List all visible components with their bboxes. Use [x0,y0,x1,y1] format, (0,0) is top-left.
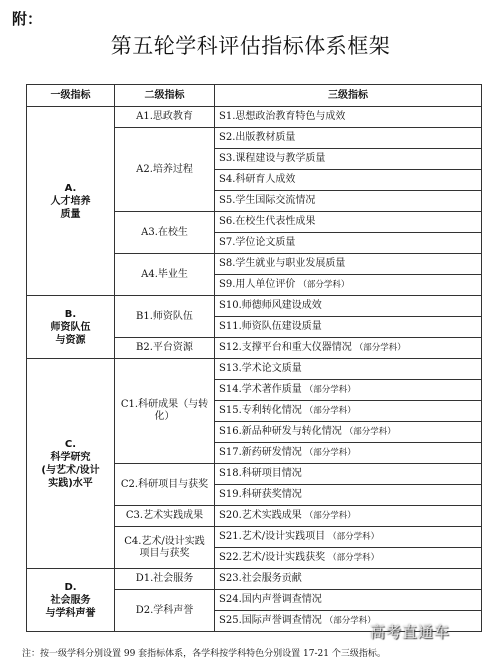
level3-text: S4.科研育人成效 [219,174,296,185]
level1-label-line: (与艺术/设计 [41,464,100,476]
watermark-text: 高考直通车 [370,623,451,641]
partial-discipline-tag: （部分学科） [304,448,356,458]
level2-cell: C2.科研项目与获奖 [115,464,215,506]
level3-cell [215,317,482,338]
level3-text: S22.艺术/设计实践获奖 [219,552,326,563]
partial-discipline-tag: （部分学科） [344,427,396,437]
level3-text: S8.学生就业与职业发展质量 [219,258,346,269]
level3-cell [215,443,482,464]
level2-cell [115,359,215,464]
table-header-row [27,85,482,107]
level3-cell [215,464,482,485]
level3-cell [215,212,482,233]
level3-cell [215,359,482,380]
level2-cell: D1.社会服务 [115,569,215,590]
level3-cell [215,569,482,590]
level1-label-line: 与资源 [55,334,86,346]
level3-text: S21.艺术/设计实践项目 [219,531,326,542]
level3-text: S14.学术著作质量 [219,384,302,395]
level3-text: S25.国际声誉调查情况 [219,615,322,626]
level3-text: S20.艺术实践成果 [219,510,302,521]
level1-code: D. [64,581,77,593]
level1-code: A. [64,182,77,194]
level3-cell [215,401,482,422]
level1-label-line: 质量 [60,208,81,220]
partial-discipline-tag: （部分学科） [304,511,356,521]
level3-cell [215,527,482,548]
level2-cell: A3.在校生 [115,212,215,254]
level3-cell [215,380,482,401]
level3-text: S18.科研项目情况 [219,468,302,479]
level1-label-line: 科学研究 [50,451,91,463]
indicator-table [26,84,482,632]
level3-text: S2.出版教材质量 [219,132,296,143]
level1-code: B. [64,308,77,320]
column-header-level1: 一级指标 [27,85,115,107]
level3-cell [215,590,482,611]
level3-text: S19.科研获奖情况 [219,489,302,500]
level2-label-line: C1.科研成果（与转 [120,399,209,410]
level2-cell [115,527,215,569]
column-header-level2: 二级指标 [115,85,215,107]
level3-text: S15.专利转化情况 [219,405,302,416]
level3-cell [215,296,482,317]
level3-cell [215,233,482,254]
level3-cell [215,149,482,170]
level2-cell: A4.毕业生 [115,254,215,296]
level1-label-line: 与学科声誉 [45,607,96,619]
level2-cell: A2.培养过程 [115,128,215,212]
level1-cell-a [27,107,115,296]
level3-text: S17.新药研发情况 [219,447,302,458]
level3-text: S23.社会服务贡献 [219,573,302,584]
level2-label-line: 项目与获奖 [139,547,190,559]
level1-label-line: 社会服务 [50,594,91,606]
level2-cell: B1.师资队伍 [115,296,215,338]
level1-cell-b [27,296,115,359]
level1-code: C. [64,438,77,450]
level2-cell: A1.思政教育 [115,107,215,128]
level1-cell-c [27,359,115,569]
page-title: 第五轮学科评估指标体系框架 [110,34,391,58]
level3-text: S11.师资队伍建设质量 [219,321,322,332]
partial-discipline-tag: （部分学科） [354,343,406,353]
level3-text: S9.用人单位评价 [219,279,296,290]
level2-cell: D2.学科声誉 [115,590,215,632]
level2-label-line: 化） [154,411,175,422]
level3-text: S3.课程建设与教学质量 [219,153,326,164]
level1-cell-d [27,569,115,632]
level2-cell: B2.平台资源 [115,338,215,359]
level2-label-line: C4.艺术/设计实践 [124,535,205,547]
partial-discipline-tag: （部分学科） [328,532,380,542]
level3-cell [215,170,482,191]
table-row [27,296,482,317]
partial-discipline-tag: （部分学科） [328,553,380,563]
level3-cell [215,191,482,212]
partial-discipline-tag: （部分学科） [298,280,350,290]
level3-cell [215,548,482,569]
level3-text: S24.国内声誉调查情况 [219,594,322,605]
table-row [27,359,482,380]
level3-cell [215,338,482,359]
footnote: 注：按一级学科分别设置 99 套指标体系，各学科按学科特色分别设置 17-21 个三级指标。 [22,649,386,659]
partial-discipline-tag: （部分学科） [304,406,356,416]
level3-cell [215,254,482,275]
level3-text: S16.新品种研发与转化情况 [219,426,342,437]
level3-cell [215,107,482,128]
level3-cell [215,275,482,296]
level3-text: S10.师德师风建设成效 [219,300,322,311]
partial-discipline-tag: （部分学科） [324,616,376,626]
level3-text: S13.学术论文质量 [219,363,302,374]
level3-text: S1.思想政治教育特色与成效 [219,111,346,122]
level3-cell [215,128,482,149]
partial-discipline-tag: （部分学科） [304,385,356,395]
column-header-level3: 三级指标 [215,85,482,107]
attachment-label: 附： [12,10,43,28]
table-row [27,569,482,590]
level3-text: S6.在校生代表性成果 [219,216,316,227]
level1-label-line: 实践)水平 [48,477,93,489]
table-row [27,107,482,128]
level1-label-line: 师资队伍 [50,321,91,333]
level3-text: S12.支撑平台和重大仪器情况 [219,342,352,353]
level3-cell [215,506,482,527]
level3-cell [215,485,482,506]
level3-text: S5.学生国际交流情况 [219,195,316,206]
level3-cell [215,422,482,443]
level1-label-line: 人才培养 [50,195,91,207]
level2-cell: C3.艺术实践成果 [115,506,215,527]
level3-text: S7.学位论文质量 [219,237,296,248]
